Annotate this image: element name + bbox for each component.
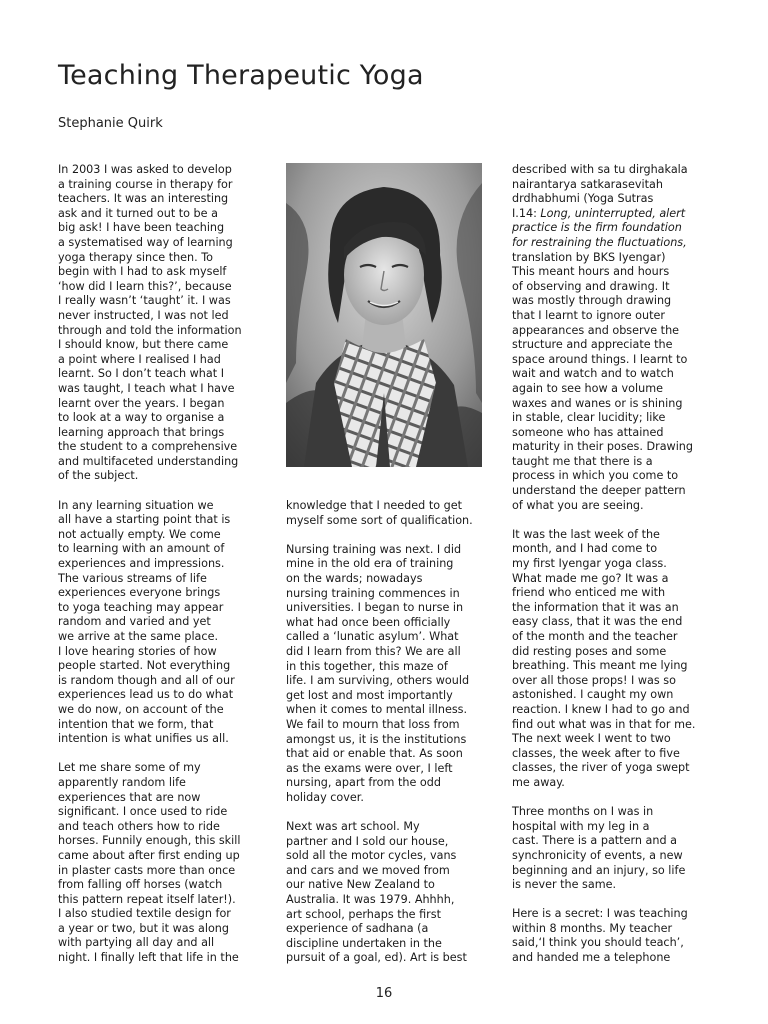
- text-line: I really wasn’t ‘taught’ it. I was: [58, 294, 231, 308]
- text-line: of the month and the teacher: [512, 630, 678, 643]
- author-photo: [286, 163, 482, 467]
- text-line: experiences everyone brings: [58, 586, 221, 600]
- text-line: experiences that are now: [58, 790, 201, 804]
- text-line: taught me that there is a: [512, 454, 653, 468]
- text-line: for restraining the fluctuations,: [512, 235, 687, 249]
- text-line: of what you are seeing.: [512, 498, 644, 512]
- text-column-2: [286, 499, 490, 966]
- text-line: classes, the week after to five: [512, 746, 680, 760]
- text-line: synchronicity of events, a new: [512, 848, 683, 862]
- text-line: translation by BKS Iyengar): [512, 250, 666, 264]
- text-line: month, and I had come to: [512, 542, 658, 556]
- text-line: and cars and we moved from: [286, 863, 450, 877]
- text-line: pursuit of a goal, ed). Art is best: [286, 951, 467, 965]
- text-line: sold all the motor cycles, vans: [286, 849, 457, 863]
- paragraph: [512, 907, 716, 965]
- page-number: 16: [375, 986, 393, 1001]
- text-line: of the subject.: [58, 469, 139, 483]
- text-line: friend who enticed me with: [512, 586, 666, 600]
- text-line: is random though and all of our: [58, 673, 235, 687]
- text-line: classes, the river of yoga swept: [512, 761, 690, 775]
- text-line: within 8 months. My teacher: [512, 921, 673, 935]
- text-line: I also studied textile design for: [58, 907, 231, 921]
- text-line: breathing. This meant me lying: [512, 659, 688, 673]
- text-line: we do now, on account of the: [58, 702, 224, 716]
- text-line: I should know, but there came: [58, 338, 229, 352]
- text-line: to yoga teaching may appear: [58, 600, 224, 614]
- text-line: partner and I sold our house,: [286, 834, 449, 848]
- text-line: people started. Not everything: [58, 659, 231, 673]
- text-line: drdhabhumi (Yoga Sutras: [512, 192, 654, 206]
- text-line: The various streams of life: [58, 571, 207, 585]
- article-title: Teaching Therapeutic Yoga: [58, 60, 424, 91]
- paragraph: [58, 761, 262, 965]
- text-line: understand the deeper pattern: [512, 484, 686, 498]
- text-line: we arrive at the same place.: [58, 630, 219, 643]
- text-line: and handed me a telephone: [512, 951, 671, 965]
- portrait-image: [286, 163, 482, 467]
- text-line: easy class, that it was the end: [512, 615, 683, 629]
- text-line: nairantarya satkarasevitah: [512, 177, 663, 191]
- text-line: to learning with an amount of: [58, 542, 225, 556]
- text-line: wait and watch and to watch: [512, 367, 674, 381]
- text-line: astonished. I caught my own: [512, 688, 674, 702]
- paragraph: [286, 820, 490, 966]
- text-line: The next week I went to two: [512, 732, 671, 746]
- text-line: structure and appreciate the: [512, 338, 673, 352]
- text-line: Nursing training was next. I did: [286, 542, 462, 556]
- text-line: experiences and impressions.: [58, 557, 225, 571]
- text-line: teachers. It was an interesting: [58, 192, 229, 206]
- text-line: life. I am surviving, others would: [286, 674, 470, 688]
- text-line: I love hearing stories of how: [58, 644, 217, 658]
- text-line: in this together, this maze of: [286, 659, 448, 673]
- text-line: It was the last week of the: [512, 527, 660, 541]
- text-line: experience of sadhana (a: [286, 922, 429, 936]
- text-column-1: [58, 163, 262, 966]
- text-line: mine in the old era of training: [286, 557, 454, 571]
- text-line: again to see how a volume: [512, 381, 664, 395]
- text-line: This meant hours and hours: [512, 265, 670, 279]
- text-line: and multifaceted understanding: [58, 454, 239, 468]
- paragraph: [512, 163, 716, 513]
- text-line: did resting poses and some: [512, 644, 667, 658]
- text-line: through and told the information: [58, 323, 242, 337]
- text-line: ask and it turned out to be a: [58, 206, 218, 220]
- text-line: Next was art school. My: [286, 820, 420, 834]
- text-line: knowledge that I needed to get: [286, 499, 462, 512]
- text-line: intention is what unifies us all.: [58, 732, 229, 746]
- text-line: In 2003 I was asked to develop: [58, 163, 232, 176]
- paragraph: [286, 499, 490, 528]
- text-line: my first Iyengar yoga class.: [512, 557, 667, 571]
- text-line: our native New Zealand to: [286, 878, 435, 892]
- text-line: apparently random life: [58, 775, 186, 789]
- text-line: ‘how did I learn this?’, because: [58, 279, 232, 293]
- text-line: is never the same.: [512, 878, 617, 892]
- text-line: what had once been officially: [286, 615, 451, 629]
- text-line: yoga therapy since then. To: [58, 250, 214, 264]
- text-line: random and varied and yet: [58, 615, 211, 629]
- text-line: What made me go? It was a: [512, 571, 669, 585]
- text-line: from falling off horses (watch: [58, 878, 223, 892]
- text-line: space around things. I learnt to: [512, 352, 688, 366]
- text-line: never instructed, I was not led: [58, 308, 229, 322]
- text-line: not actually empty. We come: [58, 527, 221, 541]
- text-line: all have a starting point that is: [58, 513, 231, 527]
- text-line: me away.: [512, 775, 565, 789]
- text-line: a year or two, but it was along: [58, 921, 229, 935]
- text-line: when it comes to mental illness.: [286, 703, 468, 717]
- text-line: did I learn from this? We are all: [286, 644, 461, 658]
- text-line: In any learning situation we: [58, 498, 214, 512]
- text-line: of observing and drawing. It: [512, 279, 670, 293]
- text-line: hospital with my leg in a: [512, 819, 650, 833]
- text-line: holiday cover.: [286, 790, 364, 804]
- text-line: learnt over the years. I began: [58, 396, 225, 410]
- text-line: big ask! I have been teaching: [58, 221, 225, 235]
- paragraph: [286, 543, 490, 806]
- text-line: experiences lead us to do what: [58, 688, 234, 702]
- text-line: intention that we form, that: [58, 717, 214, 731]
- text-line: get lost and most importantly: [286, 688, 453, 702]
- text-line: practice is the firm foundation: [512, 221, 682, 235]
- text-line: a training course in therapy for: [58, 177, 233, 191]
- text-line: learnt. So I don’t teach what I: [58, 367, 224, 381]
- text-line: reaction. I knew I had to go and: [512, 702, 690, 716]
- text-line: horses. Funnily enough, this skill: [58, 834, 241, 848]
- text-line: We fail to mourn that loss from: [286, 717, 460, 731]
- text-line: beginning and an injury, so life: [512, 863, 686, 877]
- text-line: universities. I began to nurse in: [286, 601, 464, 615]
- text-line: waxes and wanes or is shining: [512, 396, 683, 410]
- paragraph: [512, 528, 716, 791]
- text-line: this pattern repeat itself later!).: [58, 892, 236, 906]
- text-line: significant. I once used to ride: [58, 805, 228, 819]
- text-line: night. I finally left that life in the: [58, 951, 239, 965]
- text-line: in plaster casts more than once: [58, 863, 236, 877]
- text-line: learning approach that brings: [58, 425, 225, 439]
- author-byline: Stephanie Quirk: [58, 116, 163, 131]
- paragraph: [58, 163, 262, 484]
- text-line: appearances and observe the: [512, 323, 680, 337]
- text-line: in stable, clear lucidity; like: [512, 411, 666, 425]
- text-line: Here is a secret: I was teaching: [512, 907, 688, 921]
- text-line: discipline undertaken in the: [286, 936, 442, 950]
- text-line: a systematised way of learning: [58, 235, 233, 249]
- paragraph: [512, 805, 716, 893]
- text-line: and teach others how to ride: [58, 819, 220, 833]
- text-line: the information that it was an: [512, 600, 679, 614]
- text-line: that aid or enable that. As soon: [286, 747, 463, 761]
- text-line: maturity in their poses. Drawing: [512, 440, 693, 454]
- text-line: nursing training commences in: [286, 586, 460, 600]
- text-line: as the exams were over, I left: [286, 761, 453, 775]
- text-line: process in which you come to: [512, 469, 679, 483]
- text-column-3: [512, 163, 716, 966]
- text-line: amongst us, it is the institutions: [286, 732, 467, 746]
- text-line: find out what was in that for me.: [512, 717, 696, 731]
- text-line: to look at a way to organise a: [58, 411, 225, 425]
- text-line: begin with I had to ask myself: [58, 265, 227, 279]
- text-line: the student to a comprehensive: [58, 440, 238, 454]
- text-line: called a ‘lunatic asylum’. What: [286, 630, 459, 644]
- text-line: art school, perhaps the first: [286, 907, 441, 921]
- text-line: was taught, I teach what I have: [58, 381, 235, 395]
- text-line: with partying all day and all: [58, 936, 215, 950]
- text-line: Three months on I was in: [512, 805, 654, 819]
- text-line: described with sa tu dirghakala: [512, 163, 688, 176]
- text-line: said,‘I think you should teach’,: [512, 936, 684, 950]
- text-line: a point where I realised I had: [58, 352, 221, 366]
- text-line: on the wards; nowadays: [286, 571, 423, 585]
- text-line: cast. There is a pattern and a: [512, 834, 677, 848]
- text-line: I.14: Long, uninterrupted, alert: [512, 206, 686, 220]
- text-line: Australia. It was 1979. Ahhhh,: [286, 893, 455, 907]
- text-line: nursing, apart from the odd: [286, 776, 441, 790]
- text-line: came about after first ending up: [58, 848, 240, 862]
- text-line: was mostly through drawing: [512, 294, 672, 308]
- text-line: over all those props! I was so: [512, 673, 676, 687]
- text-line: someone who has attained: [512, 425, 664, 439]
- text-line: that I learnt to ignore outer: [512, 308, 665, 322]
- text-line: Let me share some of my: [58, 761, 201, 775]
- text-line: myself some sort of qualification.: [286, 513, 473, 527]
- paragraph: [58, 499, 262, 747]
